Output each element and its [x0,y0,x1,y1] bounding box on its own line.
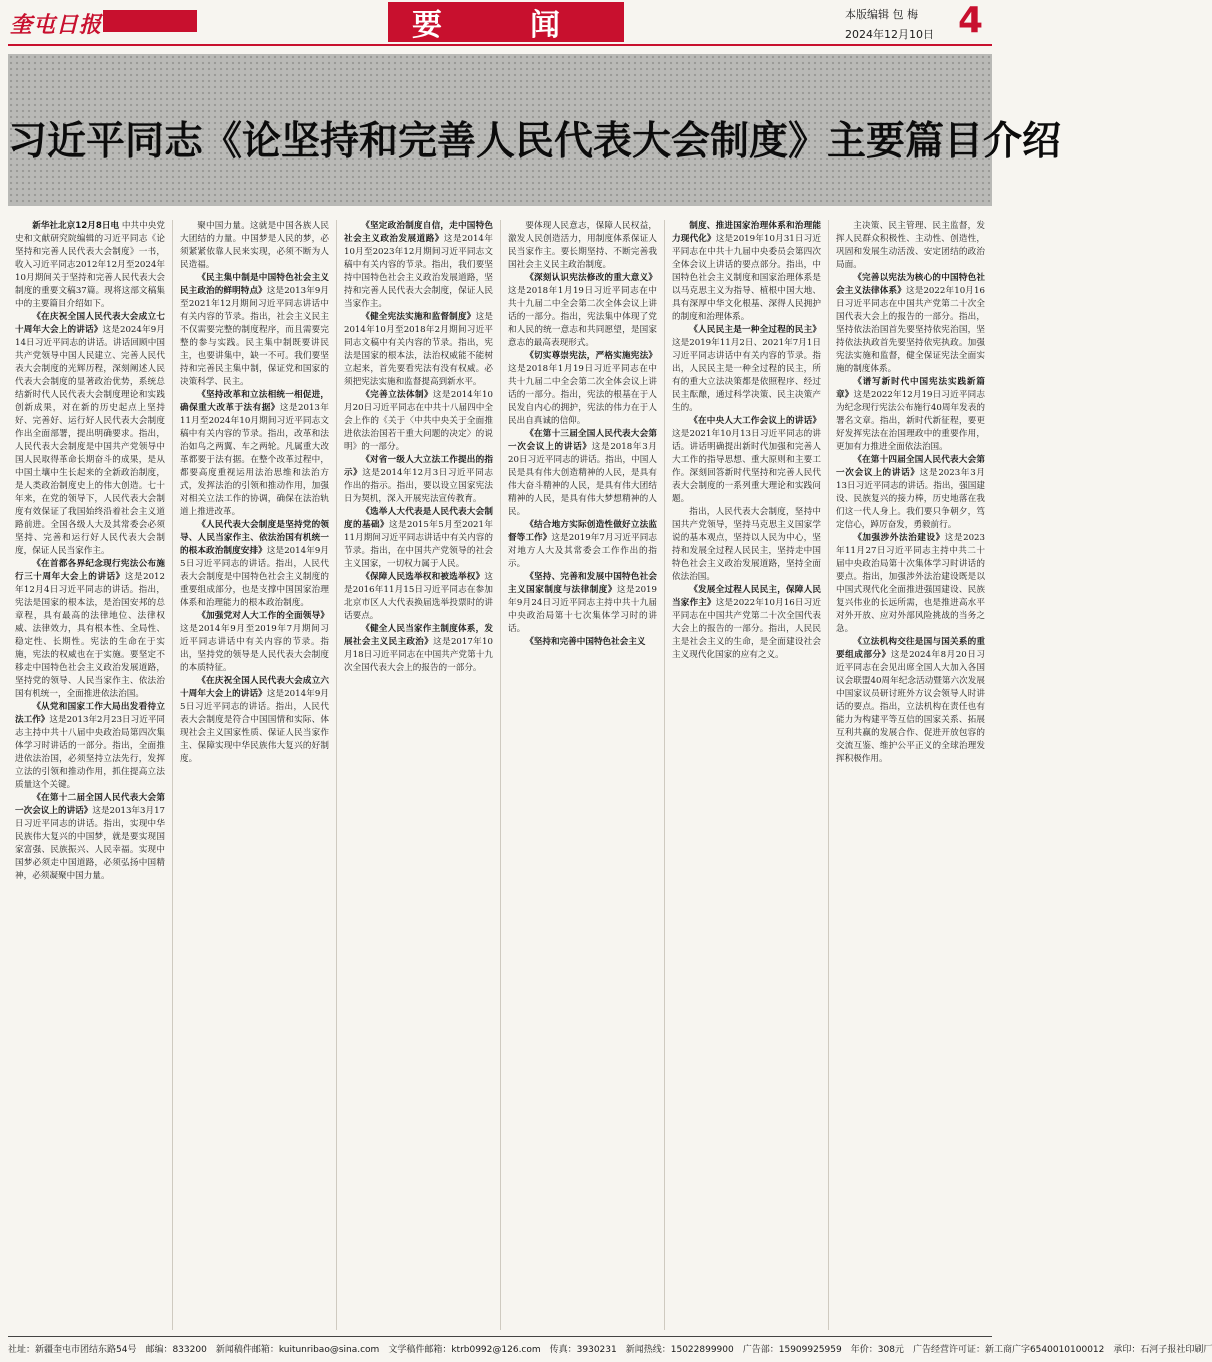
article-column [664,220,828,1330]
paragraph-text: 这是2024年8月20日习近平同志在会见出席全国人大加入各国议会联盟40周年纪念活动暨第六次发展中国家议员研讨班外方议会领导人时讲话的要点。指出，立法机构在责任也有能力为构建平等互信的国家关系、拓展互利共赢的发展合作、促进开放包容的交流互鉴、维护公平正义的全球治理发挥积极作用。 [836,650,985,764]
article-column [8,220,172,1330]
paragraph-text: 这是2019年9月24日习近平同志主持中共十九届中央政治局第十七次集体学习时的讲话。 [508,585,657,634]
article-paragraph [672,584,821,662]
paragraph-text: 这是2013年3月17日习近平同志的讲话。指出，实现中华民族伟大复兴的中国梦，就是要实现国家富强、民族振兴、人民幸福。实现中国梦必须走中国道路，必须弘扬中国精神，必须凝聚中国力量。 [15,806,166,881]
masthead [0,0,1000,44]
paragraph-text: 这是2013年2月23日习近平同志主持中共十八届中央政治局第四次集体学习时讲话的一部分。指出，全面推进依法治国，必须坚持立法先行，发挥立法的引领和推动作用，抓住提高立法质量这个关键。 [15,715,166,790]
footer-item: 传真：3930231 [549,1345,617,1355]
paragraph-text: 这是2018年1月19日习近平同志在中共十九届二中全会第二次全体会议上讲话的一部分。指出，宪法集中体现了党和人民的统一意志和共同愿望，是国家意志的最高表现形式。 [508,286,657,348]
footer-rule [8,1336,992,1337]
paragraph-text: 要体现人民意志，保障人民权益，激发人民创造活力，用制度体系保证人民当家作主。要长期坚持、不断完善我国社会主义民主政治制度。 [508,221,657,270]
page-title: 习近平同志《论坚持和完善人民代表大会制度》主要篇目介绍 [8,119,1062,164]
article-paragraph [15,701,165,792]
article-paragraph [672,324,821,415]
article-paragraph [180,220,329,272]
paragraph-text: 主决策、民主管理、民主监督，发挥人民群众积极性、主动性、创造性，巩固和发展生动活泼、安定团结的政治局面。 [836,221,985,270]
article-column [828,220,992,1330]
article-column [336,220,500,1330]
article-column [500,220,664,1330]
paragraph-lead: 《发展全过程人民民主，保障人民当家作主》 [672,585,821,608]
paragraph-text: 这是2014年10月至2018年2月期间习近平同志文稿中有关内容的节录。指出，宪法是国家的根本法，法治权威能不能树立起来，首先要看宪法有没有权威。必须把宪法实施和监督提高到新水平。 [344,312,493,387]
article-paragraph [508,272,657,350]
paragraph-lead: 《在第十四届全国人民代表大会第一次会议上的讲话》 [836,455,985,478]
article-paragraph [344,623,493,675]
article-paragraph [344,506,493,571]
paragraph-text: 这是2013年9月至2021年12月期间习近平同志讲话中有关内容的节录。指出，社会主义民主不仅需要完整的制度程序，而且需要完整的参与实践。民主集中制既要讲民主，也要讲集中，缺一不可。我们要坚持和完善民主集中制，保证党和国家的决策科学、民主。 [180,286,329,387]
footer [8,1342,1212,1355]
headline-banner [8,54,1062,206]
footer-item: 邮编：833200 [145,1345,207,1355]
paragraph-lead: 《结合地方实际创造性做好立法监督等工作》 [508,520,657,543]
section-label [388,2,624,42]
paragraph-lead: 《坚定政治制度自信，走中国特色社会主义政治发展道路》 [344,221,493,244]
article-paragraph [180,272,329,389]
paragraph-lead: 制度、推进国家治理体系和治理能力现代化》 [672,221,821,244]
paragraph-lead: 《对省一级人大立法工作提出的指示》 [344,455,493,478]
paragraph-text: 这是2024年9月14日习近平同志的讲话。讲话回顾中国共产党领导中国人民建立、完善人民代表大会制度的光辉历程，深刻阐述人民代表大会制度的显著政治优势，系统总结新时代人民代表大会制度理论和实践创新成果，对在新的历史起点上坚持好、完善好、运行好人民代表大会制度作出全面部署，提出明确要求。指出，人民代表大会制度是中国共产党领导中国人民取得革命长期奋斗的成果，是从中国土壤中生长起来的全新政治制度，是人类政治制度史上的伟大创造。七十年来，在党的领导下，人民代表大会制度有效保证了我国始终沿着社会主义道路前进。全国各级人大及其常委会必须坚持、完善和运行好人民代表大会制度，保证人民当家作主。 [15,325,165,556]
article-paragraph [508,220,657,272]
article-paragraph [836,636,985,766]
issue-date: 2024年12月10日 [845,28,934,41]
paragraph-lead: 《在中央人大工作会议上的讲话》 [689,416,821,426]
paragraph-text: 这是2014年9月5日习近平同志的讲话。指出，人民代表大会制度是中国特色社会主义制度的重要组成部分，也是支撑中国国家治理体系和治理能力的根本政治制度。 [180,546,329,608]
paragraph-lead: 《在首都各界纪念现行宪法公布施行三十周年大会上的讲话》 [15,559,165,582]
paragraph-text: 这是2022年10月16日习近平同志在中国共产党第二十次全国代表大会上的报告的一部分。指出，坚持依法治国首先要坚持依宪治国，坚持依法执政首先要坚持依宪执政。加强宪法实施和监督，健全保证宪法全面实施的制度体系。 [836,286,985,374]
article-paragraph [180,610,329,675]
article-paragraph [672,506,821,584]
page-number: 4 [958,0,984,41]
article-paragraph [344,571,493,623]
paragraph-text: 指出，人民代表大会制度，坚持中国共产党领导，坚持马克思主义国家学说的基本观点，坚持以人民为中心，坚持和发展全过程人民民主，坚持走中国特色社会主义政治发展道路，坚持全面依法治国。 [672,507,821,582]
article-paragraph [180,519,329,610]
paragraph-lead: 《坚持和完善中国特色社会主义 [525,637,646,647]
section-char-1: 要 [412,8,482,43]
article-paragraph [15,311,165,558]
article-paragraph [180,389,329,519]
paragraph-text: 这是2021年10月13日习近平同志的讲话。讲话明确提出新时代加强和完善人大工作的指导思想、重大原则和主要工作。深刻回答新时代坚持和完善人民代表大会制度的一系列重大理论和实践问题。 [672,429,821,504]
paragraph-lead: 《选举人大代表是人民代表大会制度的基础》 [344,507,493,530]
paragraph-lead: 《加强涉外法治建设》 [853,533,945,543]
paragraph-text: 这是2022年12月19日习近平同志为纪念现行宪法公布施行40周年发表的署名文章。指出，新时代新征程，要更好发挥宪法在治国理政中的重要作用，更加有力推进全面依法治国。 [836,390,985,452]
footer-item: 社址：新疆奎屯市团结东路54号 [8,1345,137,1355]
footer-item: 年价：308元 [850,1345,904,1355]
paragraph-text: 这是2019年7月习近平同志对地方人大及其常委会工作作出的指示。 [508,533,657,569]
paragraph-text: 这是2018年1月19日习近平同志在中共十九届二中全会第二次全体会议上讲话的一部分。指出，宪法的根基在于人民发自内心的拥护，宪法的伟力在于人民出自真诚的信仰。 [508,364,657,426]
paragraph-lead: 《健全人民当家作主制度体系，发展社会主义民主政治》 [344,624,493,647]
section-char-2: 闻 [530,8,600,43]
paragraph-text: 这是2017年10月18日习近平同志在中国共产党第十九次全国代表大会上的报告的一部分。 [344,637,493,673]
paragraph-lead: 新华社北京12月8日电 [32,221,120,231]
article-body [8,220,992,1330]
paragraph-lead: 《保障人民选举权和被选举权》 [361,572,485,582]
article-paragraph [508,571,657,636]
paragraph-lead: 《在庆祝全国人民代表大会成立六十周年大会上的讲话》 [180,676,329,699]
paragraph-lead: 《切实尊崇宪法，严格实施宪法》 [525,351,657,361]
paragraph-text: 这是2018年3月20日习近平同志的讲话。指出，中国人民是具有伟大创造精神的人民，是具有伟大奋斗精神的人民，是具有伟大团结精神的人民，是具有伟大梦想精神的人民。 [508,442,657,517]
paragraph-lead: 《民主集中制是中国特色社会主义民主政治的鲜明特点》 [180,273,329,296]
footer-item: 新闻稿件邮箱：kuitunribao@sina.com [215,1345,380,1355]
paragraph-lead: 《在第十三届全国人民代表大会第一次会议上的讲话》 [508,429,657,452]
paragraph-lead: 《完善立法体制》 [361,390,433,400]
paragraph-lead: 《在第十二届全国人民代表大会第一次会议上的讲话》 [15,793,165,816]
paragraph-lead: 《人民代表大会制度是坚持党的领导、人民当家作主、依法治国有机统一的根本政治制度安排》 [180,520,329,556]
paragraph-text: 这是2014年12月3日习近平同志作出的指示。指出，要以设立国家宪法日为契机，深入开展宪法宣传教育。 [344,468,493,504]
article-paragraph [508,350,657,428]
article-paragraph [508,636,657,649]
article-paragraph [672,220,821,324]
paragraph-text: 这是2012年12月4日习近平同志的讲话。指出，宪法是国家的根本法，是治国安邦的总章程，具有最高的法律地位、法律权威、法律效力，具有根本性、全局性、稳定性、长期性。宪法的生命在于实施，宪法的权威也在于实施。要坚定不移走中国特色社会主义政治发展道路，坚持党的领导、人民当家作主、依法治国有机统一，全面推进依法治国。 [15,572,165,699]
paragraph-text: 这是2013年11月至2024年10月期间习近平同志文稿中有关内容的节录。指出，改革和法治如鸟之两翼、车之两轮。凡属重大改革都要于法有据。在整个改革过程中，都要高度重视运用法治思维和法治方式，发挥法治的引领和推动作用，加强对相关立法工作的协调，确保在法治轨道上推进改革。 [180,403,329,517]
article-paragraph [672,415,821,506]
article-paragraph [15,220,165,311]
article-column [172,220,336,1330]
paragraph-text: 这是2014年9月5日习近平同志的讲话。指出，人民代表大会制度是符合中国国情和实际、体现社会主义国家性质、保证人民当家作主、保障实现中华民族伟大复兴的好制度。 [180,689,329,764]
paragraph-lead: 《从党和国家工作大局出发看待立法工作》 [15,702,165,725]
article-paragraph [508,428,657,519]
article-paragraph [836,272,985,376]
paragraph-lead: 《谱写新时代中国宪法实践新篇章》 [836,377,985,400]
paragraph-text: 这是2019年10月31日习近平同志在中共十九届中央委员会第四次全体会议上讲话的要点部分。指出，中国特色社会主义制度和国家治理体系是以马克思主义为指导、植根中国大地、具有深厚中华文化根基、深得人民拥护的制度和治理体系。 [672,234,821,322]
article-paragraph [836,532,985,636]
page-editor: 本版编辑 包 梅 [845,8,918,21]
masthead-decoration [103,10,197,32]
article-paragraph [836,376,985,454]
article-paragraph [836,220,985,272]
footer-item: 新闻热线：15022899900 [625,1345,734,1355]
article-paragraph [15,558,165,701]
paragraph-text: 这是2014年10月20日习近平同志在中共十八届四中全会上作的《关于〈中共中央关于全面推进依法治国若干重大问题的决定〉的说明》的一部分。 [344,390,493,452]
paragraph-lead: 《健全宪法实施和监督制度》 [361,312,476,322]
paragraph-text: 这是2015年5月至2021年11月期间习近平同志讲话中有关内容的节录。指出，在中国共产党领导的社会主义国家，一切权力属于人民。 [344,520,493,569]
paragraph-text: 这是2016年11月15日习近平同志在参加北京市区人大代表换届选举投票时的讲话要点。 [344,572,493,621]
paragraph-lead: 《坚持改革和立法相统一相促进，确保重大改革于法有据》 [180,390,329,413]
paragraph-text: 这是2022年10月16日习近平同志在中国共产党第二十次全国代表大会上的报告的一部分。指出，人民民主是社会主义的生命，是全面建设社会主义现代化国家的应有之义。 [672,598,821,660]
paragraph-text: 这是2014年10月至2023年12月期间习近平同志文稿中有关内容的节录。指出，我们要坚持中国特色社会主义政治发展道路，坚持和完善人民代表大会制度，保证人民当家作主。 [344,234,493,309]
paragraph-lead: 《加强党对人大工作的全面领导》 [197,611,329,621]
paragraph-lead: 《在庆祝全国人民代表大会成立七十周年大会上的讲话》 [15,312,165,335]
footer-item: 文学稿件邮箱：ktrb0992@126.com [388,1345,541,1355]
article-paragraph [344,311,493,389]
article-paragraph [344,220,493,311]
footer-item: 广告部：15909925959 [742,1345,842,1355]
paragraph-text: 这是2023年11月27日习近平同志主持中共二十届中央政治局第十次集体学习时讲话的要点。指出，加强涉外法治建设既是以中国式现代化全面推进强国建设、民族复兴伟业的长远所需，也是推进高水平对外开放、应对外部风险挑战的当务之急。 [836,533,985,634]
article-paragraph [344,389,493,454]
paragraph-lead: 《人民民主是一种全过程的民主》 [689,325,821,335]
paragraph-text: 这是2023年3月13日习近平同志的讲话。指出，强国建设、民族复兴的接力棒，历史地落在我们这一代人身上。我们要只争朝夕，笃定信心，踔厉奋发，勇毅前行。 [836,468,985,530]
article-paragraph [836,454,985,532]
paragraph-text: 聚中国力量。这就是中国各族人民大团结的力量。中国梦是人民的梦，必须紧紧依靠人民来实现，必须不断为人民造福。 [180,221,329,270]
paragraph-lead: 《完善以宪法为核心的中国特色社会主义法律体系》 [836,273,985,296]
article-paragraph [344,454,493,506]
article-paragraph [180,675,329,766]
footer-item: 承印：石河子报社印刷厂 [1113,1345,1212,1355]
paragraph-text: 这是2019年11月2日、2021年7月1日习近平同志讲话中有关内容的节录。指出，人民民主是一种全过程的民主，所有的重大立法决策都是依照程序、经过民主酝酿，通过科学决策、民主决策产生的。 [672,338,821,413]
footer-item: 广告经营许可证：新工商广字6540010100012 [912,1345,1105,1355]
paper-name: 奎屯日报 [10,12,103,38]
masthead-rule [8,44,992,46]
paragraph-text: 这是2014年9月至2019年7月期间习近平同志讲话中有关内容的节录。指出，坚持党的领导是人民代表大会制度的本质特征。 [180,624,329,673]
paragraph-lead: 《立法机构交往是国与国关系的重要组成部分》 [836,637,985,660]
article-paragraph [508,519,657,571]
paragraph-lead: 《深刻认识宪法修改的重大意义》 [525,273,657,283]
paragraph-lead: 《坚持、完善和发展中国特色社会主义国家制度与法律制度》 [508,572,657,595]
article-paragraph [15,792,165,883]
paragraph-text: 中共中央党史和文献研究院编辑的习近平同志《论坚持和完善人民代表大会制度》一书，收入习近平同志2012年12月至2024年10月期间关于坚持和完善人民代表大会制度的重要文稿37篇。现将这部文稿集中的主要篇目介绍如下。 [15,221,165,309]
